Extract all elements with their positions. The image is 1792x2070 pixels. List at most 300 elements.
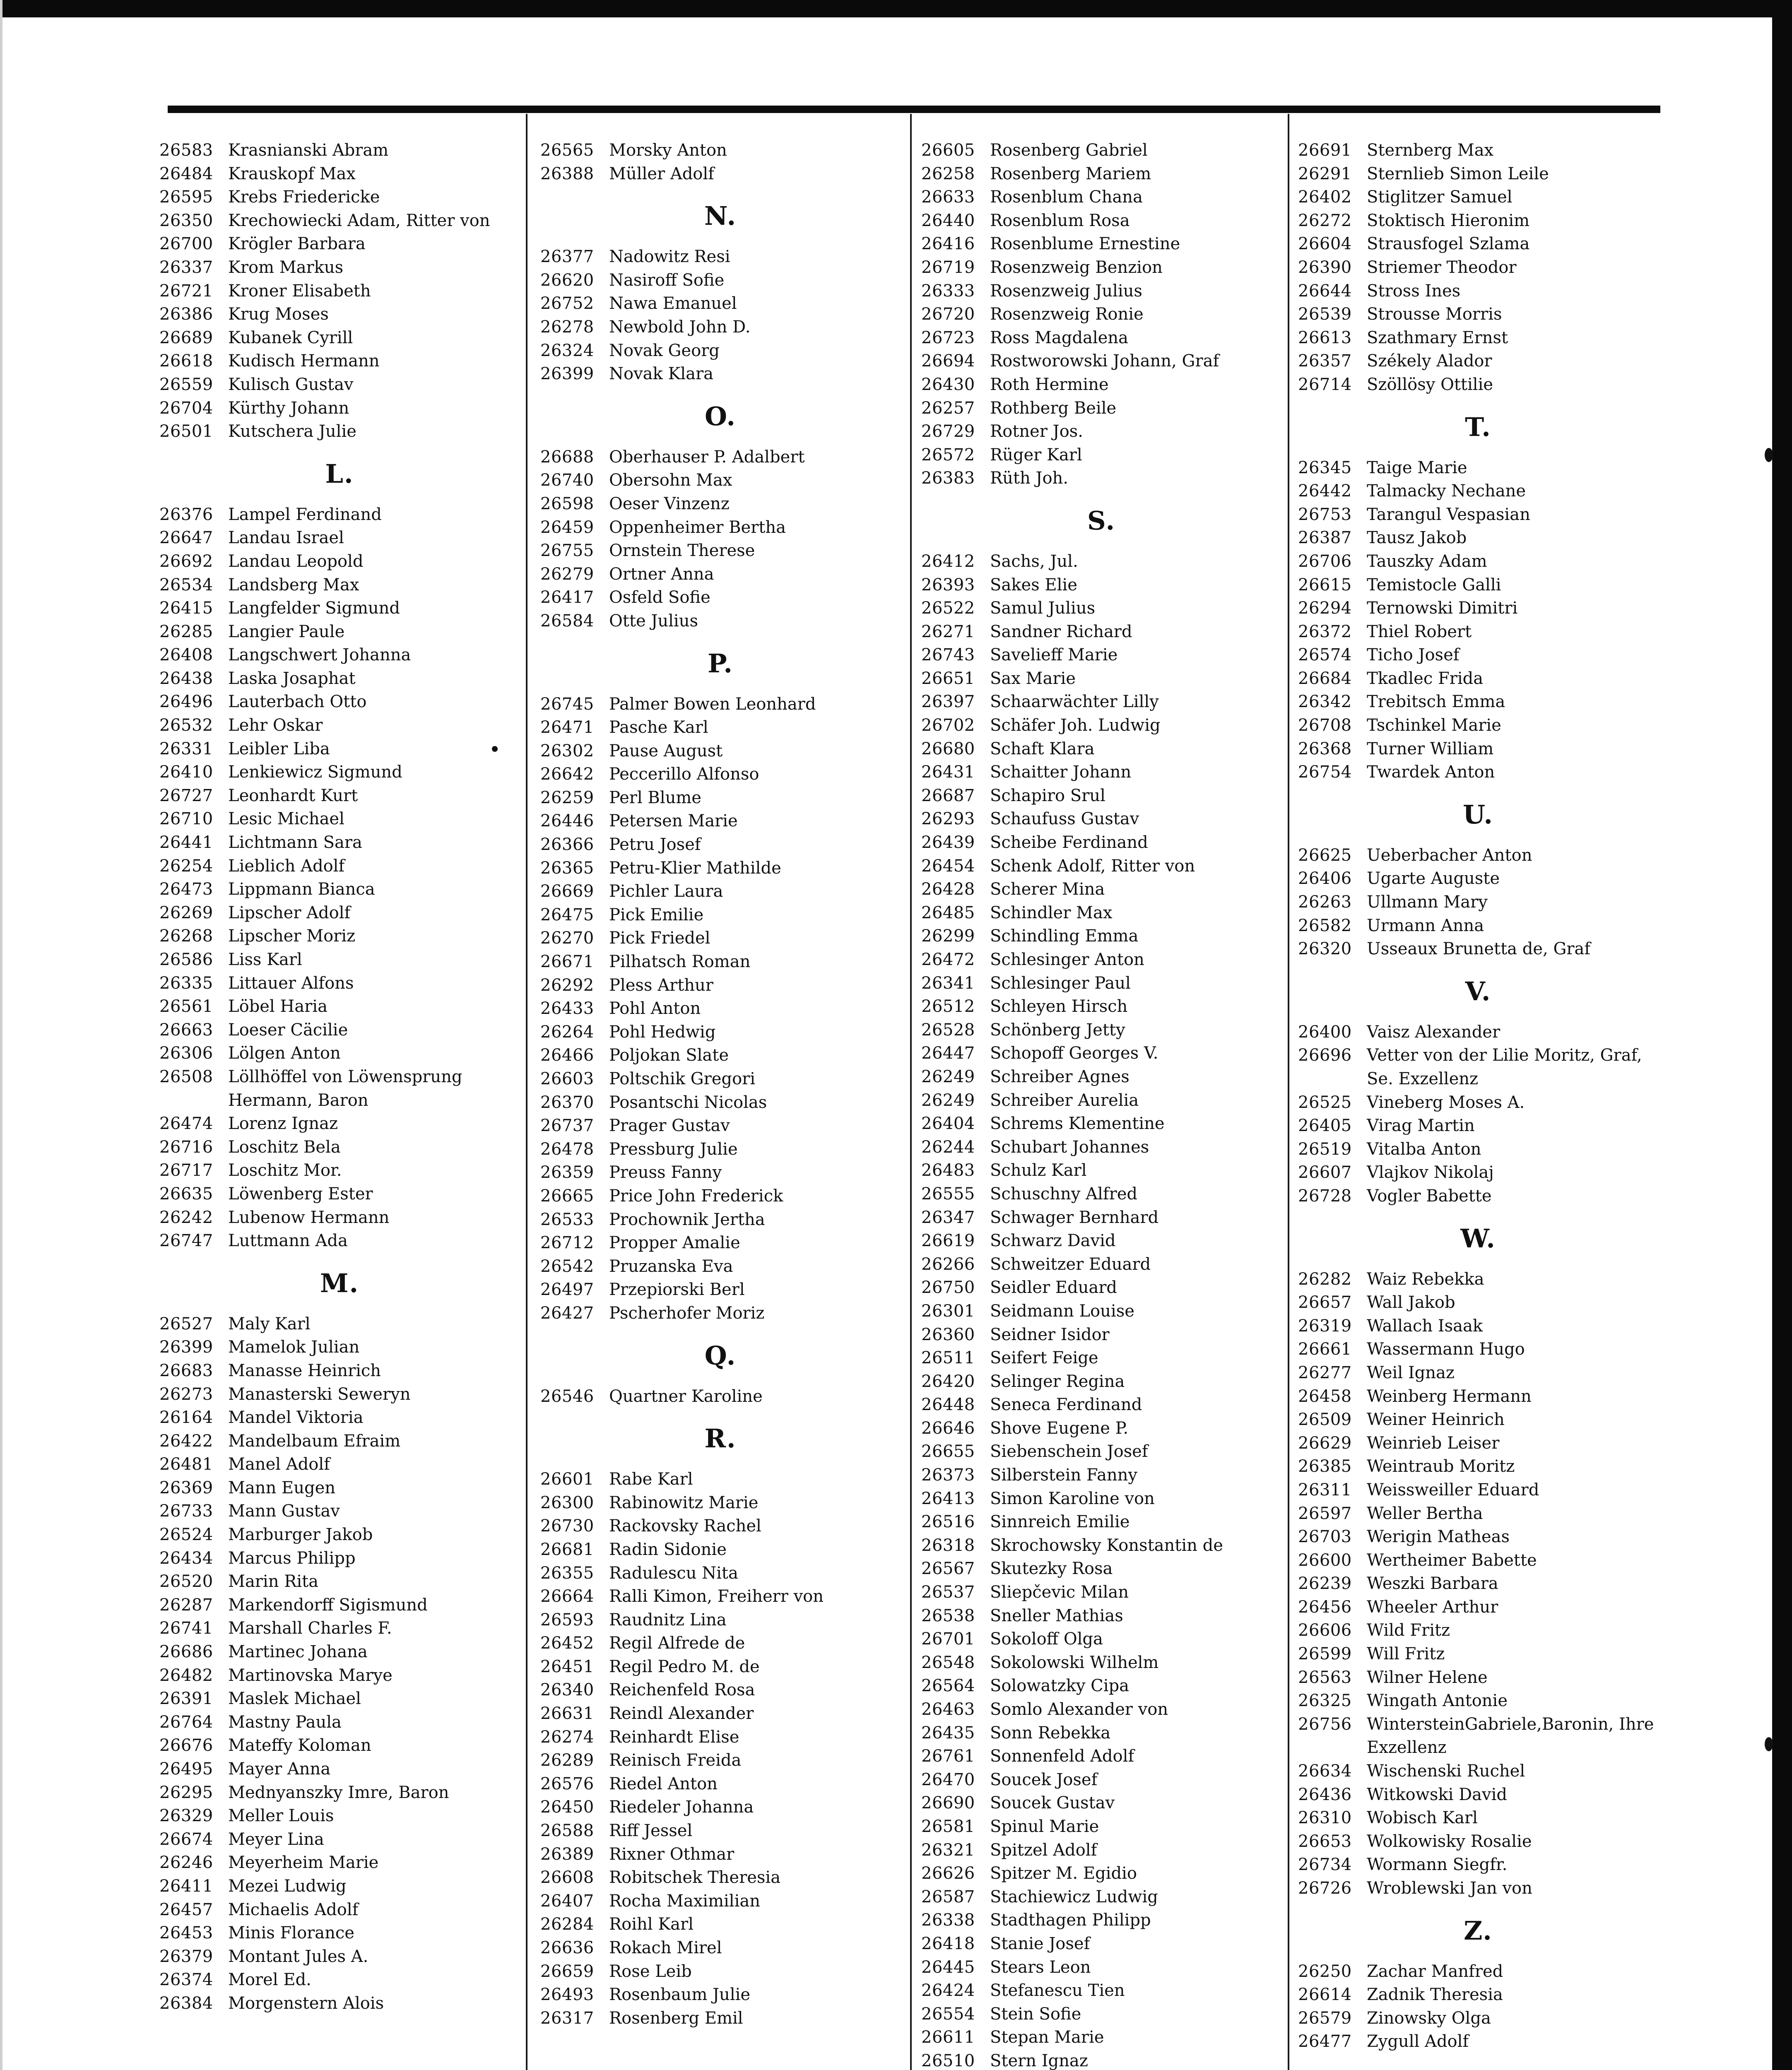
entry-name: Propper Amalie	[609, 1233, 740, 1253]
entry-name: Maslek Michael	[228, 1689, 361, 1709]
entry-number: 26406	[1298, 869, 1352, 888]
entry-number: 26293	[921, 809, 975, 829]
entry-number: 26683	[159, 1361, 213, 1380]
register-entry	[1298, 1385, 1658, 1408]
entry-name: Riff Jessel	[609, 1821, 693, 1841]
entry-name: Raudnitz Lina	[609, 1610, 727, 1630]
entry-number: 26294	[1298, 599, 1352, 618]
entry-number: 26433	[540, 999, 594, 1018]
entry-name: Minis Florance	[228, 1923, 354, 1943]
entry-number: 26581	[921, 1817, 975, 1836]
register-entry	[921, 467, 1281, 490]
register-entry	[1298, 1983, 1658, 2007]
register-entry	[1298, 1184, 1658, 1208]
register-entry	[159, 1182, 520, 1206]
entry-number: 26752	[540, 294, 594, 313]
entry-name: Pressburg Julie	[609, 1139, 738, 1159]
register-entry	[159, 597, 520, 620]
entry-name: WintersteinGabriele,Baronin, Ihre Exzellenz	[1367, 1714, 1654, 1757]
entry-number: 26427	[540, 1303, 594, 1323]
entry-number: 26714	[1298, 375, 1352, 394]
register-entry	[921, 2049, 1281, 2070]
entry-name: Montant Jules A.	[228, 1947, 369, 1966]
register-entry	[159, 550, 520, 573]
entry-name: Langier Paule	[228, 622, 345, 641]
register-entry	[159, 1383, 520, 1406]
register-entry	[540, 292, 901, 315]
register-entry	[159, 1018, 520, 1042]
entry-number: 26360	[921, 1325, 975, 1344]
entry-name: Seidmann Louise	[990, 1301, 1134, 1321]
entry-name: Luttmann Ada	[228, 1231, 348, 1251]
entry-name: Seneca Ferdinand	[990, 1395, 1142, 1415]
entry-number: 26383	[921, 469, 975, 488]
entry-number: 26420	[921, 1372, 975, 1391]
register-entry	[540, 1278, 901, 1302]
entry-name: Novak Georg	[609, 341, 720, 360]
entry-number: 26452	[540, 1634, 594, 1653]
register-entry	[159, 1229, 520, 1253]
entry-name: Reichenfeld Rosa	[609, 1680, 755, 1700]
entry-number: 26300	[540, 1493, 594, 1512]
entry-name: Nawa Emanuel	[609, 294, 737, 313]
section-letter-heading: N.	[704, 201, 737, 231]
register-entry	[159, 1453, 520, 1476]
entry-number: 26728	[1298, 1186, 1352, 1206]
entry-number: 26466	[540, 1046, 594, 1065]
entry-name: Schönberg Jetty	[990, 1020, 1125, 1040]
entry-name: Oberhauser P. Adalbert	[609, 447, 805, 467]
entry-name: Stanie Josef	[990, 1934, 1090, 1953]
register-entry	[1298, 232, 1658, 256]
entry-number: 26633	[921, 188, 975, 207]
entry-name: Mateffy Koloman	[228, 1736, 371, 1755]
entry-name: Schulz Karl	[990, 1161, 1087, 1180]
entry-name: Taige Marie	[1367, 458, 1467, 477]
entry-number: 26424	[921, 1981, 975, 2000]
register-entry	[540, 857, 901, 880]
entry-number: 26257	[921, 398, 975, 418]
register-entry	[1298, 256, 1658, 279]
register-entry	[540, 492, 901, 516]
entry-name: Spitzel Adolf	[990, 1840, 1097, 1860]
register-entry	[921, 1370, 1281, 1394]
entry-number: 26249	[921, 1090, 975, 1110]
entry-name: Vineberg Moses A.	[1367, 1093, 1525, 1112]
entry-name: Schlesinger Paul	[990, 973, 1131, 993]
entry-name: Strousse Morris	[1367, 305, 1502, 324]
entry-name: Roihl Karl	[609, 1915, 694, 1934]
register-entry	[1298, 1455, 1658, 1478]
section-letter-heading: O.	[705, 401, 736, 431]
entry-name: Nadowitz Resi	[609, 247, 730, 267]
register-entry	[159, 1312, 520, 1336]
entry-name: Schaft Klara	[990, 739, 1095, 758]
entry-name: Lorenz Ignaz	[228, 1114, 338, 1134]
entry-name: Stepan Marie	[990, 2028, 1104, 2047]
entry-name: Talmacky Nechane	[1367, 481, 1526, 501]
register-entry	[921, 1323, 1281, 1347]
entry-number: 26720	[921, 305, 975, 324]
entry-number: 26664	[540, 1587, 594, 1606]
entry-number: 26436	[1298, 1785, 1352, 1804]
entry-name: Soucek Josef	[990, 1770, 1098, 1789]
entry-name: Sokolowski Wilhelm	[990, 1653, 1159, 1672]
register-entry	[921, 761, 1281, 784]
entry-number: 26412	[921, 551, 975, 571]
entry-number: 26582	[1298, 916, 1352, 935]
entry-number: 26729	[921, 422, 975, 441]
entry-name: Leibler Liba	[228, 739, 330, 758]
entry-number: 26405	[1298, 1116, 1352, 1136]
entry-name: Lenkiewicz Sigmund	[228, 763, 402, 782]
entry-name: Schaufuss Gustav	[990, 809, 1139, 829]
entry-number: 26737	[540, 1116, 594, 1136]
entry-name: Weller Bertha	[1367, 1504, 1483, 1523]
register-entry	[1298, 867, 1658, 891]
register-entry	[159, 1547, 520, 1570]
entry-number: 26747	[159, 1231, 213, 1251]
entry-name: Robitschek Theresia	[609, 1868, 781, 1887]
entry-number: 26598	[540, 494, 594, 513]
entry-number: 26564	[921, 1676, 975, 1696]
register-entry	[159, 503, 520, 527]
entry-number: 26342	[1298, 692, 1352, 712]
entry-name: Ueberbacher Anton	[1367, 845, 1532, 865]
entry-name: Krom Markus	[228, 258, 344, 277]
register-entry	[921, 185, 1281, 209]
register-entry	[159, 948, 520, 972]
register-entry	[1298, 620, 1658, 644]
register-entry	[159, 420, 520, 443]
entry-name: Morgenstern Alois	[228, 1993, 384, 2013]
register-entry	[159, 1593, 520, 1617]
register-entry	[159, 690, 520, 714]
entry-number: 26723	[921, 328, 975, 347]
register-entry	[540, 2007, 901, 2030]
entry-name: Schuschny Alfred	[990, 1184, 1137, 1203]
entry-name: Poltschik Gregori	[609, 1069, 756, 1088]
register-entry	[921, 784, 1281, 808]
register-entry	[540, 516, 901, 539]
register-entry	[921, 690, 1281, 714]
entry-number: 26702	[921, 716, 975, 735]
entry-number: 26287	[159, 1595, 213, 1615]
entry-name: Vetter von der Lilie Moritz, Graf, Se. Exzellenz	[1367, 1046, 1642, 1088]
entry-name: Will Fritz	[1367, 1644, 1445, 1664]
entry-name: Regil Alfrede de	[609, 1634, 745, 1653]
register-entry	[921, 1956, 1281, 1979]
entry-number: 26740	[540, 471, 594, 490]
register-entry	[921, 1440, 1281, 1463]
entry-number: 26428	[921, 880, 975, 899]
entry-number: 26706	[1298, 551, 1352, 571]
entry-name: Stadthagen Philipp	[990, 1911, 1151, 1930]
register-entry	[159, 1065, 520, 1112]
register-entry	[159, 1430, 520, 1453]
entry-name: Tausz Jakob	[1367, 528, 1467, 548]
entry-name: Schapiro Srul	[990, 786, 1106, 805]
entry-number: 26604	[1298, 234, 1352, 254]
entry-number: 26635	[159, 1184, 213, 1203]
entry-name: Rüger Karl	[990, 445, 1082, 465]
register-entry	[540, 1255, 901, 1278]
entry-number: 26277	[1298, 1363, 1352, 1382]
entry-name: Urmann Anna	[1367, 916, 1484, 935]
entry-name: Schaitter Johann	[990, 763, 1132, 782]
entry-name: Löbel Haria	[228, 997, 328, 1016]
register-entry	[921, 924, 1281, 948]
register-entry	[921, 737, 1281, 761]
entry-number: 26542	[540, 1256, 594, 1276]
entry-number: 26325	[1298, 1691, 1352, 1711]
entry-name: Regil Pedro M. de	[609, 1657, 760, 1676]
register-entry	[921, 1182, 1281, 1206]
entry-name: Loschitz Bela	[228, 1137, 341, 1157]
register-entry	[1298, 1619, 1658, 1642]
entry-number: 26691	[1298, 141, 1352, 160]
register-entry	[921, 1604, 1281, 1628]
entry-number: 26331	[159, 739, 213, 758]
entry-name: Laska Josaphat	[228, 669, 356, 688]
entry-number: 26457	[159, 1900, 213, 1919]
entry-name: Roth Hermine	[990, 375, 1109, 394]
register-entry	[159, 1206, 520, 1230]
entry-number: 26402	[1298, 188, 1352, 207]
register-entry	[1298, 373, 1658, 397]
entry-name: Poljokan Slate	[609, 1046, 729, 1065]
register-entry	[1298, 1806, 1658, 1830]
entry-name: Skutezky Rosa	[990, 1559, 1113, 1579]
register-entry	[1298, 550, 1658, 573]
entry-number: 26646	[921, 1418, 975, 1438]
ink-speck	[1765, 1737, 1773, 1751]
entry-name: Loschitz Mor.	[228, 1161, 342, 1180]
section-letter-heading: P.	[708, 648, 733, 679]
entry-name: Oppenheimer Bertha	[609, 518, 786, 537]
entry-number: 26347	[921, 1208, 975, 1227]
entry-number: 26532	[159, 716, 213, 735]
register-entry	[159, 1711, 520, 1734]
register-entry	[540, 469, 901, 492]
register-entry	[540, 1726, 901, 1749]
register-entry	[159, 714, 520, 737]
register-entry	[921, 667, 1281, 691]
register-entry	[159, 162, 520, 186]
register-entry	[540, 1936, 901, 1960]
entry-number: 26387	[1298, 528, 1352, 548]
register-entry	[921, 1627, 1281, 1651]
entry-number: 26282	[1298, 1269, 1352, 1289]
entry-name: Siebenschein Josef	[990, 1442, 1148, 1461]
entry-number: 26733	[159, 1502, 213, 1521]
register-entry	[921, 1136, 1281, 1159]
entry-name: Ticho Josef	[1367, 645, 1460, 665]
register-entry	[540, 245, 901, 269]
entry-name: Rosenblum Rosa	[990, 211, 1130, 230]
entry-number: 26369	[159, 1478, 213, 1497]
register-entry	[540, 1468, 901, 1491]
entry-number: 26754	[1298, 763, 1352, 782]
register-entry	[159, 620, 520, 644]
entry-name: Ullmann Mary	[1367, 893, 1488, 912]
entry-name: Kroner Elisabeth	[228, 281, 371, 301]
entry-name: Morsky Anton	[609, 141, 727, 160]
entry-name: Sneller Mathias	[990, 1606, 1123, 1625]
entry-name: Pohl Hedwig	[609, 1022, 716, 1042]
entry-name: Somlo Alexander von	[990, 1700, 1168, 1719]
entry-name: Meyerheim Marie	[228, 1853, 379, 1873]
entry-name: Schenk Adolf, Ritter von	[990, 856, 1195, 876]
register-entry	[540, 563, 901, 586]
register-entry	[159, 326, 520, 350]
entry-number: 26689	[159, 328, 213, 347]
register-entry	[159, 303, 520, 326]
entry-name: Newbold John D.	[609, 317, 751, 337]
entry-name: Rosenblume Ernestine	[990, 234, 1180, 254]
register-entry	[921, 1791, 1281, 1815]
entry-name: Silberstein Fanny	[990, 1466, 1137, 1485]
register-entry	[159, 1757, 520, 1781]
entry-name: Mamelok Julian	[228, 1338, 360, 1357]
register-entry	[1298, 597, 1658, 620]
entry-number: 26605	[921, 141, 975, 160]
entry-name: Marin Rita	[228, 1572, 319, 1591]
register-entry	[159, 995, 520, 1018]
entry-name: Trebitsch Emma	[1367, 692, 1505, 712]
register-entry	[921, 2026, 1281, 2049]
entry-name: Weissweiller Eduard	[1367, 1480, 1539, 1500]
entry-number: 26269	[159, 903, 213, 922]
entry-number: 26554	[921, 2004, 975, 2024]
entry-name: Zachar Manfred	[1367, 1962, 1503, 1981]
register-entry	[159, 1136, 520, 1159]
register-entry	[540, 139, 901, 162]
entry-number: 26292	[540, 975, 594, 995]
entry-number: 26329	[159, 1806, 213, 1826]
register-entry	[921, 620, 1281, 644]
register-entry	[1298, 162, 1658, 186]
entry-name: Pause August	[609, 741, 723, 761]
register-entry	[159, 1687, 520, 1711]
register-entry	[921, 831, 1281, 854]
entry-number: 26647	[159, 528, 213, 548]
entry-name: Wertheimer Babette	[1367, 1550, 1537, 1570]
entry-number: 26522	[921, 599, 975, 618]
entry-name: Rackovsky Rachel	[609, 1516, 761, 1536]
entry-number: 26653	[1298, 1832, 1352, 1851]
register-entry	[159, 1898, 520, 1922]
register-entry	[159, 209, 520, 233]
entry-number: 26446	[540, 811, 594, 831]
entry-number: 26450	[540, 1798, 594, 1817]
entry-number: 26741	[159, 1619, 213, 1638]
entry-number: 26418	[921, 1934, 975, 1953]
entry-name: Quartner Karoline	[609, 1386, 763, 1406]
entry-name: Wassermann Hugo	[1367, 1340, 1525, 1359]
register-entry	[921, 1979, 1281, 2003]
section-letter-heading: S.	[1087, 505, 1116, 536]
entry-name: Mandel Viktoria	[228, 1408, 364, 1427]
register-entry	[921, 972, 1281, 995]
entry-number: 26482	[159, 1666, 213, 1685]
register-entry	[921, 1768, 1281, 1792]
entry-number: 26272	[1298, 211, 1352, 230]
entry-number: 26607	[1298, 1163, 1352, 1182]
register-entry	[159, 349, 520, 373]
entry-number: 26708	[1298, 716, 1352, 735]
entry-number: 26601	[540, 1470, 594, 1489]
entry-number: 26459	[540, 518, 594, 537]
entry-number: 26510	[921, 2051, 975, 2070]
register-entry	[540, 1514, 901, 1538]
entry-name: Petru-Klier Mathilde	[609, 858, 781, 878]
entry-name: Seidner Isidor	[990, 1325, 1110, 1344]
entry-number: 26484	[159, 164, 213, 183]
entry-name: Obersohn Max	[609, 471, 732, 490]
entry-name: Scheibe Ferdinand	[990, 833, 1148, 852]
register-entry	[159, 831, 520, 854]
section-letter-heading: L.	[325, 458, 354, 489]
entry-number: 26631	[540, 1704, 594, 1723]
register-entry	[159, 256, 520, 279]
entry-number: 26511	[921, 1348, 975, 1368]
entry-name: Striemer Theodor	[1367, 258, 1517, 277]
register-entry	[1298, 1713, 1658, 1760]
entry-number: 26320	[1298, 939, 1352, 959]
entry-name: Wroblewski Jan von	[1367, 1879, 1532, 1898]
register-entry	[159, 761, 520, 784]
register-entry	[159, 901, 520, 925]
entry-number: 26481	[159, 1455, 213, 1474]
register-entry	[159, 1500, 520, 1523]
entry-number: 26317	[540, 2008, 594, 2028]
entry-number: 26299	[921, 927, 975, 946]
register-entry	[540, 539, 901, 563]
entry-name: Weintraub Moritz	[1367, 1457, 1515, 1476]
entry-name: Martinec Johana	[228, 1642, 368, 1662]
register-entry	[540, 339, 901, 363]
entry-number: 26674	[159, 1829, 213, 1849]
register-entry	[1298, 914, 1658, 938]
register-entry	[1298, 1138, 1658, 1161]
entry-name: Weil Ignaz	[1367, 1363, 1455, 1382]
entry-name: Lieblich Adolf	[228, 856, 345, 876]
entry-name: Wheeler Arthur	[1367, 1597, 1498, 1617]
entry-number: 26385	[1298, 1457, 1352, 1476]
register-entry	[159, 1664, 520, 1687]
entry-number: 26497	[540, 1280, 594, 1300]
entry-name: Littauer Alfons	[228, 973, 354, 993]
entry-number: 26345	[1298, 458, 1352, 477]
entry-number: 26445	[921, 1957, 975, 1977]
register-entry	[540, 1632, 901, 1655]
entry-number: 26472	[921, 950, 975, 969]
register-entry	[159, 232, 520, 256]
entry-number: 26324	[540, 341, 594, 360]
entry-name: Spinul Marie	[990, 1817, 1099, 1836]
entry-name: Maly Karl	[228, 1314, 311, 1333]
register-entry	[921, 349, 1281, 373]
entry-number: 26606	[1298, 1621, 1352, 1640]
entry-number: 26734	[1298, 1855, 1352, 1875]
register-entry	[1298, 737, 1658, 761]
entry-number: 26618	[159, 351, 213, 371]
register-entry	[1298, 1432, 1658, 1455]
entry-number: 26246	[159, 1853, 213, 1873]
entry-name: Szöllösy Ottilie	[1367, 375, 1493, 394]
register-entry	[159, 667, 520, 691]
